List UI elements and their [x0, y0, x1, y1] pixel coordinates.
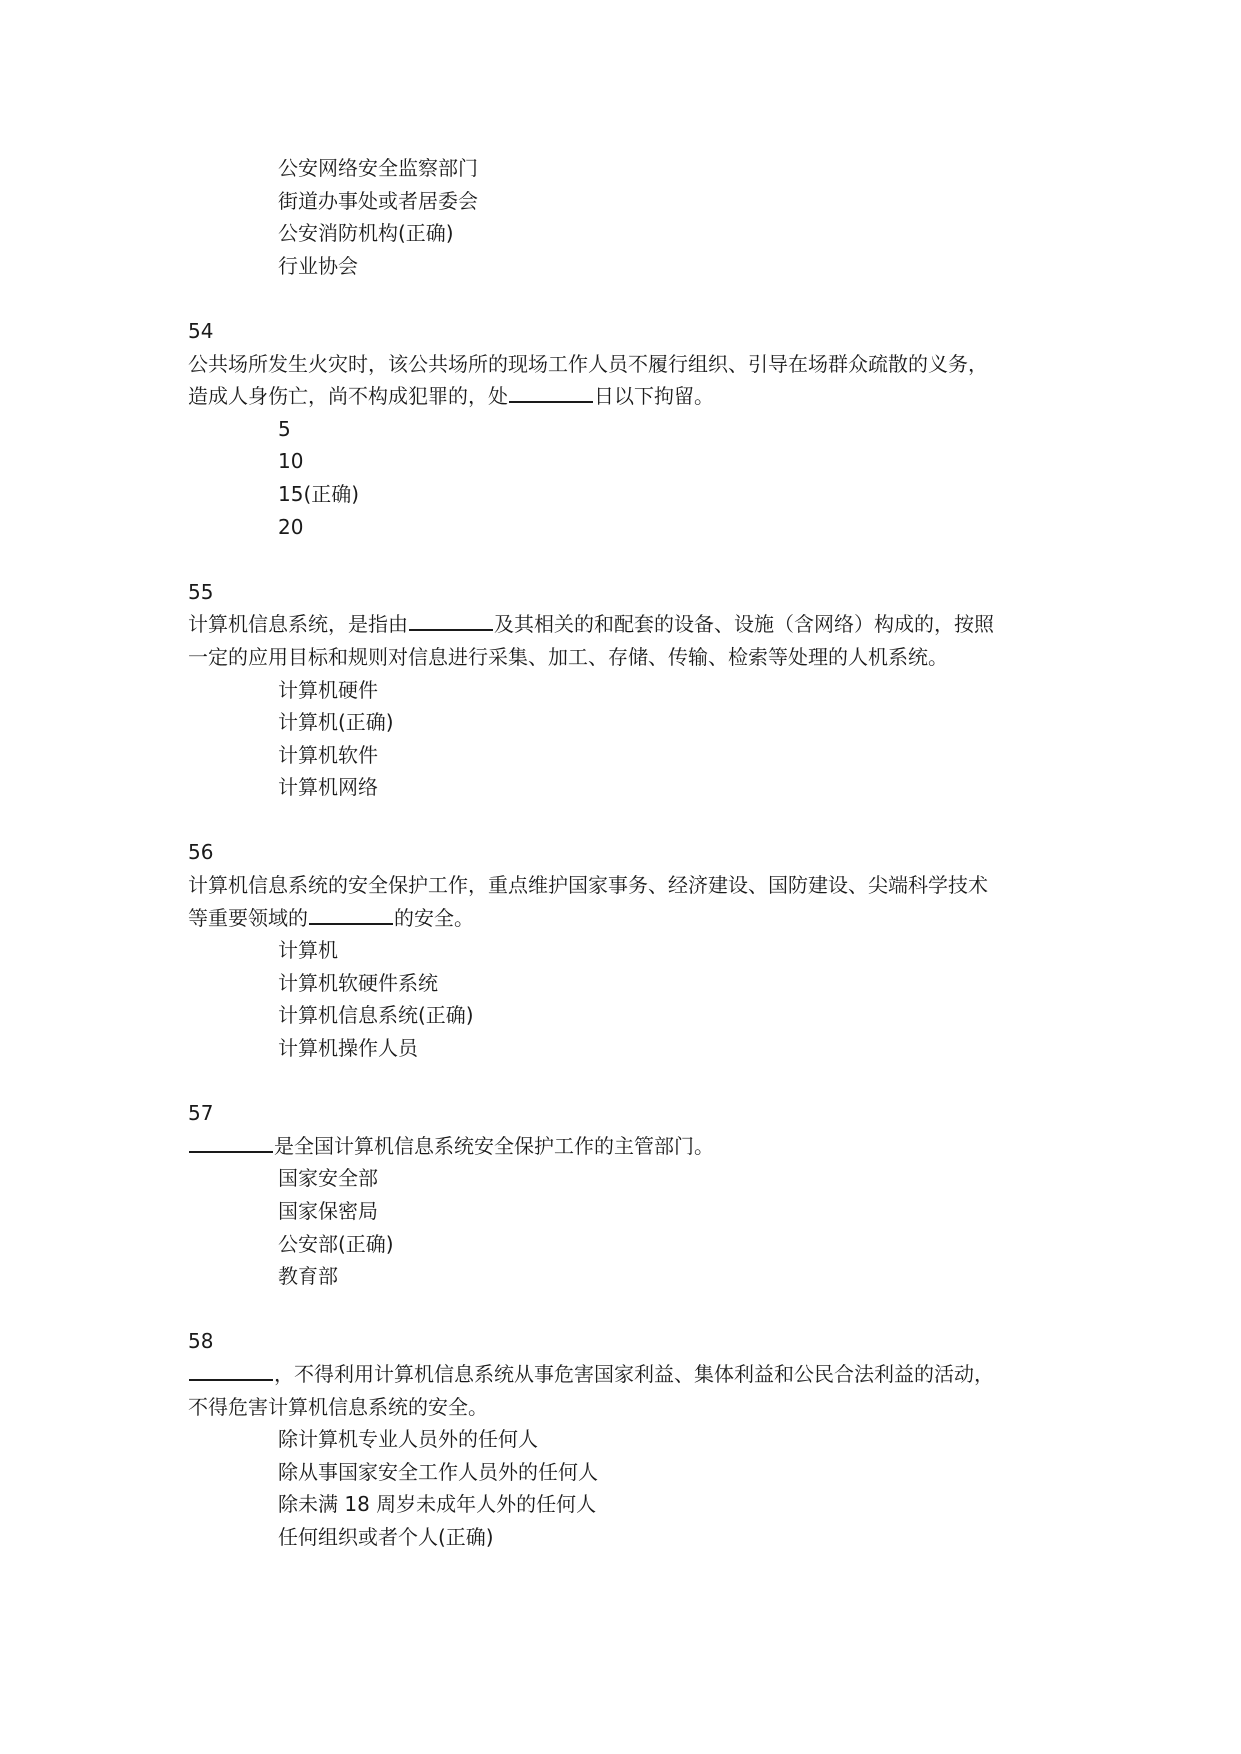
stem-text: 及其相关的和配套的设备、设施（含网络）构成的，按照 [494, 612, 994, 637]
option: 国家安全部 [278, 1166, 378, 1191]
document-content [188, 152, 1068, 1554]
spacer [188, 543, 1068, 576]
spacer [188, 1065, 1068, 1098]
answer-blank [189, 1131, 273, 1153]
question-stem-line [188, 869, 1068, 902]
question-stem-line [188, 1130, 1068, 1163]
answer-blank [509, 381, 593, 403]
question-number: 56 [188, 840, 214, 865]
answer-blank [409, 609, 493, 631]
option: 5 [278, 416, 291, 441]
question-stem-line [188, 380, 1068, 413]
stem-text: 的安全。 [394, 905, 474, 930]
option: 除未满 18 周岁未成年人外的任何人 [278, 1492, 597, 1517]
question-stem-line [188, 608, 1068, 641]
option: 计算机软硬件系统 [278, 970, 438, 995]
option: 除从事国家安全工作人员外的任何人 [278, 1459, 598, 1484]
answer-blank [309, 903, 393, 925]
question-stem-line [188, 1391, 1068, 1424]
question-55 [188, 576, 1068, 804]
option: 计算机 [278, 938, 338, 963]
option: 10 [278, 449, 304, 474]
question-stem-line [188, 902, 1068, 935]
option: 计算机硬件 [278, 677, 378, 702]
option: 国家保密局 [278, 1199, 378, 1223]
spacer [188, 804, 1068, 837]
option: 计算机操作人员 [278, 1036, 418, 1061]
option: 计算机网络 [278, 775, 378, 800]
stem-text: 计算机信息系统，是指由 [188, 612, 408, 637]
stem-text: 公共场所发生火灾时，该公共场所的现场工作人员不履行组织、引导在场群众疏散的义务， [188, 351, 988, 376]
option: 计算机软件 [278, 742, 378, 767]
option: 20 [278, 514, 304, 539]
stem-text: 计算机信息系统的安全保护工作，重点维护国家事务、经济建设、国防建设、尖端科学技术 [188, 873, 988, 898]
option: 计算机信息系统(正确) [278, 1003, 474, 1028]
option: 公安消防机构(正确) [278, 221, 454, 246]
spacer [188, 1293, 1068, 1326]
question-56 [188, 836, 1068, 1064]
option: 公安部(正确) [278, 1231, 394, 1256]
stem-text: 一定的应用目标和规则对信息进行采集、加工、存储、传输、检索等处理的人机系统。 [188, 644, 948, 669]
question-stem-line [188, 1358, 1068, 1391]
spacer [188, 282, 1068, 315]
stem-text: 不得危害计算机信息系统的安全。 [188, 1394, 488, 1419]
question-number: 58 [188, 1329, 214, 1354]
stem-text: 日以下拘留。 [594, 384, 714, 409]
question-number: 54 [188, 318, 214, 343]
option: 行业协会 [278, 253, 358, 278]
option: 除计算机专业人员外的任何人 [278, 1427, 538, 1452]
question-number: 57 [188, 1101, 214, 1126]
question-stem-line [188, 641, 1068, 674]
option: 任何组织或者个人(正确) [278, 1524, 494, 1549]
option: 15(正确) [278, 481, 360, 506]
option: 街道办事处或者居委会 [278, 188, 478, 213]
answer-blank [189, 1359, 273, 1381]
question-57 [188, 1097, 1068, 1293]
option: 计算机(正确) [278, 710, 394, 735]
stem-text: 等重要领域的 [188, 905, 308, 930]
option: 教育部 [278, 1264, 338, 1289]
question-number: 55 [188, 579, 214, 604]
question-54 [188, 315, 1068, 543]
prev-question-options [188, 152, 1068, 282]
stem-text: ，不得利用计算机信息系统从事危害国家利益、集体利益和公民合法利益的活动， [274, 1361, 994, 1386]
question-stem-line [188, 348, 1068, 381]
stem-text: 造成人身伤亡，尚不构成犯罪的，处 [188, 384, 508, 409]
stem-text: 是全国计算机信息系统安全保护工作的主管部门。 [274, 1133, 714, 1158]
question-58 [188, 1325, 1068, 1553]
option: 公安网络安全监察部门 [278, 156, 478, 180]
